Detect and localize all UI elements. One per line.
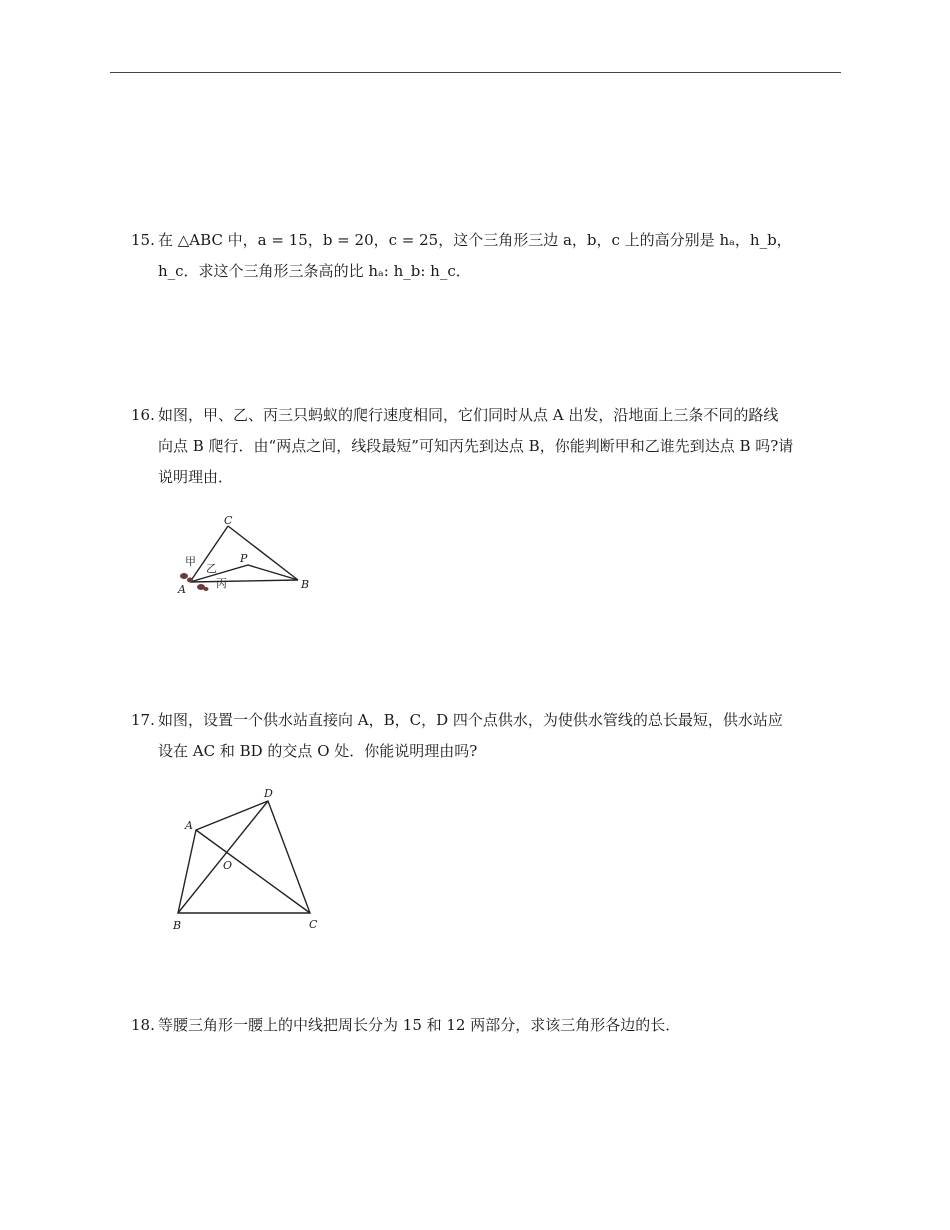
- question-line: [131, 256, 843, 287]
- question-line: [131, 705, 843, 736]
- question-number: 18.: [131, 1016, 155, 1034]
- label-B: B: [173, 919, 182, 932]
- question-line: [131, 225, 843, 256]
- label-A: A: [185, 819, 193, 832]
- segment-AB: [190, 580, 298, 582]
- question-text: 等腰三角形一腰上的中线把周长分为 15 和 12 两部分，求该三角形各边的长．: [158, 1016, 681, 1034]
- label-B: B: [301, 578, 310, 591]
- question-number: 16.: [131, 406, 155, 424]
- question-text: 设在 AC 和 BD 的交点 O 处．你能说明理由吗?: [158, 742, 478, 760]
- question-16: [131, 400, 843, 493]
- question-text: 说明理由．: [158, 468, 234, 486]
- label-bing: 丙: [216, 577, 227, 590]
- quadrilateral-ABCD: [178, 801, 310, 913]
- label-jia: 甲: [185, 555, 196, 568]
- question-line: [131, 431, 843, 462]
- label-C: C: [224, 514, 233, 527]
- diagonal-AC: [196, 830, 310, 913]
- header-rule: [110, 72, 841, 73]
- question-17: [131, 705, 843, 767]
- question-text: 向点 B 爬行．由“两点之间，线段最短”可知丙先到达点 B，你能判断甲和乙谁先到达点 B 吗?请: [158, 437, 794, 455]
- label-C: C: [309, 918, 318, 931]
- label-A: A: [178, 583, 186, 596]
- question-text: 如图，设置一个供水站直接向 A，B，C，D 四个点供水，为使供水管线的总长最短，供水站应: [158, 711, 783, 729]
- question-text: 在 △ABC 中，a = 15，b = 20，c = 25，这个三角形三边 a，b，c 上的高分别是 hₐ，h_b，: [158, 231, 792, 249]
- question-line: [131, 736, 843, 767]
- question-text: 如图，甲、乙、丙三只蚂蚁的爬行速度相同，它们同时从点 A 出发，沿地面上三条不同的路线: [158, 406, 779, 424]
- question-line: [131, 400, 843, 431]
- question-number: 15.: [131, 231, 155, 249]
- label-D: D: [264, 787, 273, 800]
- question-18: [131, 1010, 843, 1041]
- question-text: h_c．求这个三角形三条高的比 hₐ: h_b: h_c．: [158, 262, 471, 280]
- label-yi: 乙: [206, 562, 217, 575]
- segment-CB: [228, 526, 298, 580]
- quadrilateral-diagram: [165, 782, 335, 937]
- question-line: [131, 462, 843, 493]
- label-O: O: [223, 859, 233, 872]
- question-15: [131, 225, 843, 287]
- water-station-figure: [165, 782, 335, 937]
- question-number: 17.: [131, 711, 155, 729]
- ant-paths-diagram: [170, 510, 320, 600]
- ant-paths-figure: [170, 510, 320, 600]
- question-line: [131, 1010, 843, 1041]
- label-P: P: [240, 552, 248, 565]
- diagonal-BD: [178, 801, 268, 913]
